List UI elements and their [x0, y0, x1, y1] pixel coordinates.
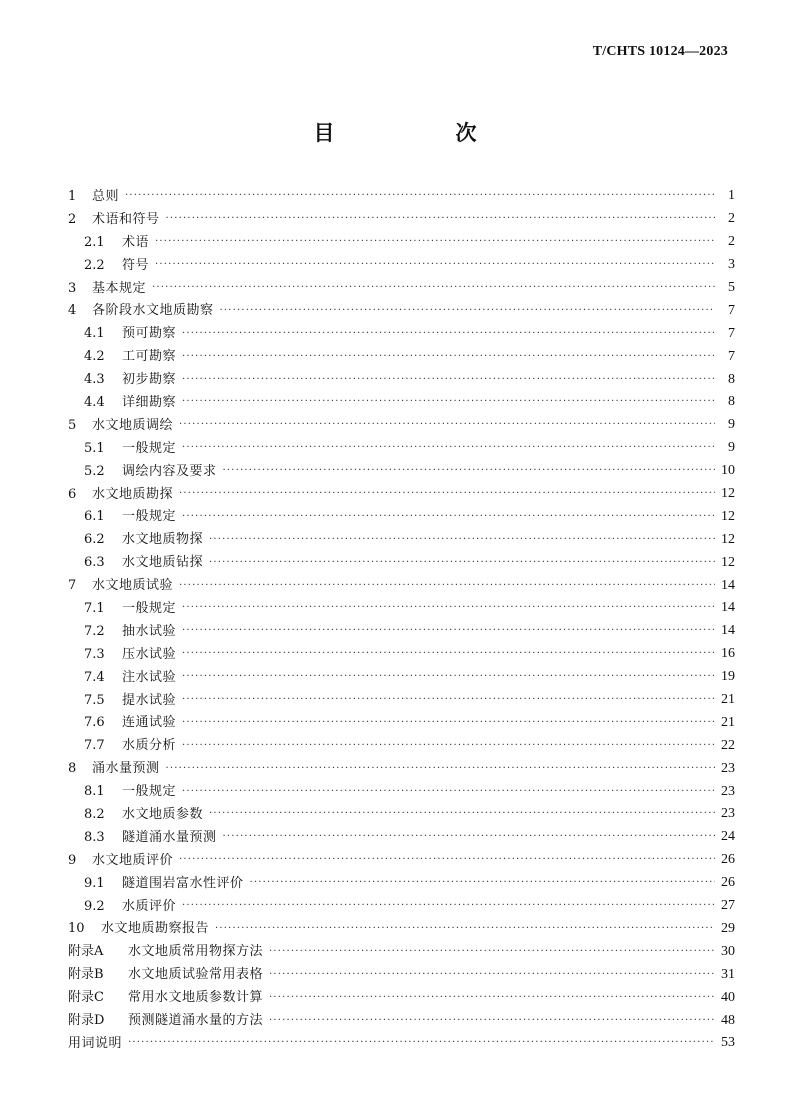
- toc-entry-page: 29: [721, 920, 735, 936]
- toc-entry-number: 6.2: [84, 532, 105, 548]
- toc-entry[interactable]: [68, 299, 735, 322]
- toc-entry-page: 23: [721, 760, 735, 776]
- toc-entry-label: 一般规定: [122, 440, 177, 456]
- toc-entry-number: 5.2: [84, 463, 105, 479]
- toc-entry-label: 工可勘察: [122, 349, 177, 365]
- toc-entry[interactable]: [68, 780, 735, 803]
- toc-entry-label: 隧道涌水量预测: [122, 829, 217, 845]
- toc-entry-number: 6.1: [84, 509, 105, 525]
- toc-entry-page: 14: [721, 623, 735, 639]
- toc-leader-dots: [125, 191, 715, 201]
- toc-entry-number: 6.3: [84, 555, 105, 571]
- toc-entry-page: 23: [721, 783, 735, 799]
- toc-leader-dots: [166, 764, 715, 774]
- toc-leader-dots: [182, 649, 715, 659]
- toc-entry-page: 8: [728, 371, 735, 387]
- toc-entry[interactable]: [68, 528, 735, 551]
- table-of-contents: [68, 185, 735, 1055]
- toc-leader-dots: [155, 237, 715, 247]
- toc-entry-number: 7.2: [84, 623, 105, 639]
- toc-entry-page: 27: [721, 898, 735, 914]
- toc-leader-dots: [250, 878, 715, 888]
- toc-entry-label: 一般规定: [122, 600, 177, 616]
- toc-entry[interactable]: [68, 643, 735, 666]
- toc-entry[interactable]: [68, 345, 735, 368]
- toc-entry-label: 抽水试验: [122, 623, 177, 639]
- toc-entry-label: 术语: [122, 234, 150, 250]
- toc-entry[interactable]: [68, 803, 735, 826]
- toc-entry-number: 4.1: [84, 326, 105, 342]
- toc-entry-page: 5: [728, 280, 735, 295]
- toc-entry[interactable]: [68, 322, 735, 345]
- toc-entry-label: 调绘内容及要求: [122, 463, 217, 479]
- toc-entry[interactable]: [68, 872, 735, 895]
- toc-entry-number: 8.1: [84, 784, 105, 800]
- toc-leader-dots: [179, 855, 715, 865]
- toc-leader-dots: [182, 741, 715, 751]
- toc-entry-page: 9: [728, 417, 735, 433]
- toc-entry-number: 9.1: [84, 875, 105, 891]
- toc-leader-dots: [182, 626, 715, 636]
- toc-leader-dots: [182, 512, 715, 522]
- toc-entry-page: 40: [721, 989, 735, 1005]
- toc-entry-page: 14: [721, 577, 735, 593]
- toc-entry-label: 水文地质钻探: [122, 555, 204, 571]
- toc-entry[interactable]: [68, 437, 735, 460]
- toc-entry-label: 用词说明: [68, 1035, 123, 1051]
- toc-entry-number: 附录A: [68, 944, 104, 960]
- toc-leader-dots: [223, 832, 715, 842]
- toc-entry-page: 48: [721, 1012, 735, 1028]
- toc-entry[interactable]: [68, 391, 735, 414]
- toc-entry-label: 总则: [92, 188, 120, 204]
- toc-entry[interactable]: [68, 620, 735, 643]
- toc-leader-dots: [215, 924, 715, 934]
- toc-entry-label: 水文地质调绘: [92, 417, 174, 433]
- toc-entry[interactable]: [68, 231, 735, 254]
- toc-entry-page: 12: [721, 554, 735, 570]
- toc-leader-dots: [155, 260, 715, 270]
- toc-entry-page: 3: [728, 257, 735, 273]
- toc-leader-dots: [182, 443, 715, 453]
- toc-entry-page: 24: [721, 829, 735, 845]
- toc-entry[interactable]: [68, 711, 735, 734]
- toc-entry[interactable]: [68, 277, 735, 300]
- toc-leader-dots: [182, 672, 715, 682]
- toc-leader-dots: [209, 809, 715, 819]
- toc-entry-page: 19: [721, 669, 735, 685]
- toc-entry[interactable]: [68, 185, 735, 208]
- toc-leader-dots: [182, 603, 715, 613]
- toc-entry-label: 水质评价: [122, 898, 177, 914]
- toc-entry-label: 注水试验: [122, 669, 177, 685]
- toc-leader-dots: [269, 947, 715, 957]
- toc-entry-label: 水文地质勘探: [92, 486, 174, 502]
- toc-entry-number: 附录D: [68, 1013, 105, 1028]
- toc-entry[interactable]: [68, 986, 735, 1009]
- toc-entry-label: 水文地质评价: [92, 852, 174, 868]
- toc-entry-number: 2: [68, 211, 77, 227]
- toc-entry-page: 8: [728, 394, 735, 410]
- toc-entry[interactable]: [68, 963, 735, 986]
- toc-entry-page: 23: [721, 806, 735, 822]
- toc-entry-page: 12: [721, 531, 735, 547]
- toc-entry[interactable]: [68, 918, 735, 941]
- toc-entry-page: 12: [721, 486, 735, 502]
- toc-entry[interactable]: [68, 895, 735, 918]
- toc-entry-number: 7.1: [84, 600, 105, 616]
- toc-entry-label: 预可勘察: [122, 326, 177, 342]
- toc-leader-dots: [182, 352, 715, 362]
- toc-leader-dots: [209, 558, 715, 568]
- toc-entry[interactable]: [68, 368, 735, 391]
- toc-entry-number: 8.2: [84, 806, 105, 822]
- toc-entry-label: 水文地质参数: [122, 806, 204, 822]
- toc-entry-page: 26: [721, 852, 735, 868]
- toc-leader-dots: [182, 695, 715, 705]
- toc-entry-number: 6: [68, 486, 77, 502]
- toc-entry-number: 7: [68, 578, 77, 594]
- toc-entry-label: 水质分析: [122, 738, 177, 754]
- toc-entry-label: 水文地质勘察报告: [101, 921, 210, 937]
- toc-leader-dots: [182, 397, 715, 407]
- toc-entry-number: 7.6: [84, 715, 105, 731]
- toc-entry-label: 提水试验: [122, 692, 177, 708]
- toc-entry[interactable]: [68, 734, 735, 757]
- toc-entry[interactable]: [68, 757, 735, 780]
- toc-entry[interactable]: [68, 597, 735, 620]
- toc-leader-dots: [269, 970, 715, 980]
- toc-entry[interactable]: [68, 574, 735, 597]
- toc-entry-number: 7.3: [84, 646, 105, 662]
- toc-entry-page: 2: [728, 211, 735, 227]
- toc-leader-dots: [182, 375, 715, 385]
- toc-entry-page: 1: [728, 188, 735, 204]
- toc-entry-label: 水文地质试验常用表格: [128, 967, 264, 983]
- toc-entry[interactable]: [68, 1009, 735, 1032]
- toc-entry-page: 30: [721, 943, 735, 959]
- toc-entry-number: 7.7: [84, 738, 105, 754]
- toc-leader-dots: [223, 466, 715, 476]
- toc-entry[interactable]: [68, 414, 735, 437]
- toc-entry-label: 初步勘察: [122, 372, 177, 388]
- toc-entry-page: 21: [721, 714, 735, 730]
- toc-entry-number: 附录B: [68, 967, 104, 983]
- toc-leader-dots: [269, 1016, 715, 1026]
- toc-entry-number: 8.3: [84, 829, 105, 845]
- toc-entry-label: 详细勘察: [122, 394, 177, 410]
- toc-entry[interactable]: [68, 666, 735, 689]
- toc-entry-number: 4.2: [84, 349, 105, 365]
- toc-entry-page: 22: [721, 737, 735, 753]
- toc-entry[interactable]: [68, 689, 735, 712]
- toc-entry-number: 10: [68, 921, 85, 937]
- page-title: 目 次: [313, 120, 527, 145]
- toc-entry[interactable]: [68, 460, 735, 483]
- toc-entry[interactable]: [68, 208, 735, 231]
- toc-leader-dots: [128, 1038, 715, 1048]
- toc-entry-label: 水文地质常用物探方法: [128, 944, 264, 960]
- toc-entry-number: 7.5: [84, 692, 105, 708]
- toc-leader-dots: [166, 214, 715, 224]
- toc-entry-page: 12: [721, 508, 735, 524]
- standard-code: T/CHTS 10124—2023: [592, 44, 728, 59]
- toc-entry-label: 隧道围岩富水性评价: [122, 875, 244, 891]
- toc-entry-page: 14: [721, 600, 735, 616]
- toc-entry-number: 9: [68, 852, 77, 868]
- toc-entry-number: 4.4: [84, 394, 105, 410]
- toc-leader-dots: [209, 535, 715, 545]
- toc-entry[interactable]: [68, 551, 735, 574]
- toc-leader-dots: [179, 420, 715, 430]
- toc-leader-dots: [182, 901, 715, 911]
- toc-entry-number: 附录C: [68, 990, 104, 1006]
- toc-entry[interactable]: [68, 826, 735, 849]
- toc-entry-number: 7.4: [84, 669, 105, 685]
- toc-entry-number: 8: [68, 761, 77, 777]
- toc-entry-label: 一般规定: [122, 784, 177, 800]
- toc-leader-dots: [179, 489, 715, 499]
- toc-leader-dots: [182, 787, 715, 797]
- toc-leader-dots: [269, 993, 715, 1003]
- toc-entry-number: 4: [68, 303, 77, 319]
- toc-entry-label: 压水试验: [122, 646, 177, 662]
- toc-entry-page: 7: [728, 302, 735, 318]
- toc-entry-number: 2.1: [84, 234, 105, 250]
- toc-entry-number: 4.3: [84, 372, 105, 388]
- toc-entry-page: 53: [721, 1035, 735, 1051]
- toc-leader-dots: [182, 718, 715, 728]
- toc-entry-label: 各阶段水文地质勘察: [92, 303, 214, 319]
- toc-entry-label: 基本规定: [92, 280, 147, 296]
- toc-entry-number: 9.2: [84, 898, 105, 914]
- toc-entry-number: 3: [68, 280, 77, 296]
- toc-entry-page: 21: [721, 692, 735, 708]
- toc-entry[interactable]: [68, 254, 735, 277]
- toc-entry-label: 术语和符号: [92, 211, 160, 227]
- toc-entry-number: 5.1: [84, 440, 105, 456]
- toc-entry-number: 5: [68, 417, 77, 433]
- toc-entry-label: 水文地质物探: [122, 532, 204, 548]
- toc-entry-label: 涌水量预测: [92, 761, 160, 777]
- toc-entry[interactable]: [68, 505, 735, 528]
- toc-entry-label: 连通试验: [122, 715, 177, 731]
- toc-entry[interactable]: [68, 849, 735, 872]
- toc-leader-dots: [152, 283, 715, 293]
- toc-entry-page: 26: [721, 875, 735, 891]
- toc-entry-number: 1: [68, 188, 77, 204]
- toc-entry-page: 7: [728, 348, 735, 364]
- toc-leader-dots: [220, 306, 715, 316]
- toc-entry-label: 预测隧道涌水量的方法: [128, 1013, 264, 1028]
- toc-entry-page: 9: [728, 440, 735, 456]
- toc-entry-number: 2.2: [84, 257, 105, 273]
- toc-entry-label: 符号: [122, 257, 150, 273]
- toc-entry[interactable]: [68, 1032, 735, 1055]
- toc-entry-page: 31: [721, 966, 735, 982]
- toc-entry-label: 一般规定: [122, 509, 177, 525]
- toc-entry[interactable]: [68, 483, 735, 506]
- toc-leader-dots: [182, 329, 715, 339]
- toc-entry-label: 水文地质试验: [92, 578, 174, 594]
- toc-entry[interactable]: [68, 940, 735, 963]
- toc-entry-page: 10: [721, 463, 735, 479]
- toc-leader-dots: [179, 581, 715, 591]
- toc-entry-label: 常用水文地质参数计算: [128, 990, 264, 1006]
- toc-entry-page: 16: [721, 646, 735, 662]
- toc-entry-page: 7: [728, 325, 735, 341]
- toc-entry-page: 2: [728, 234, 735, 250]
